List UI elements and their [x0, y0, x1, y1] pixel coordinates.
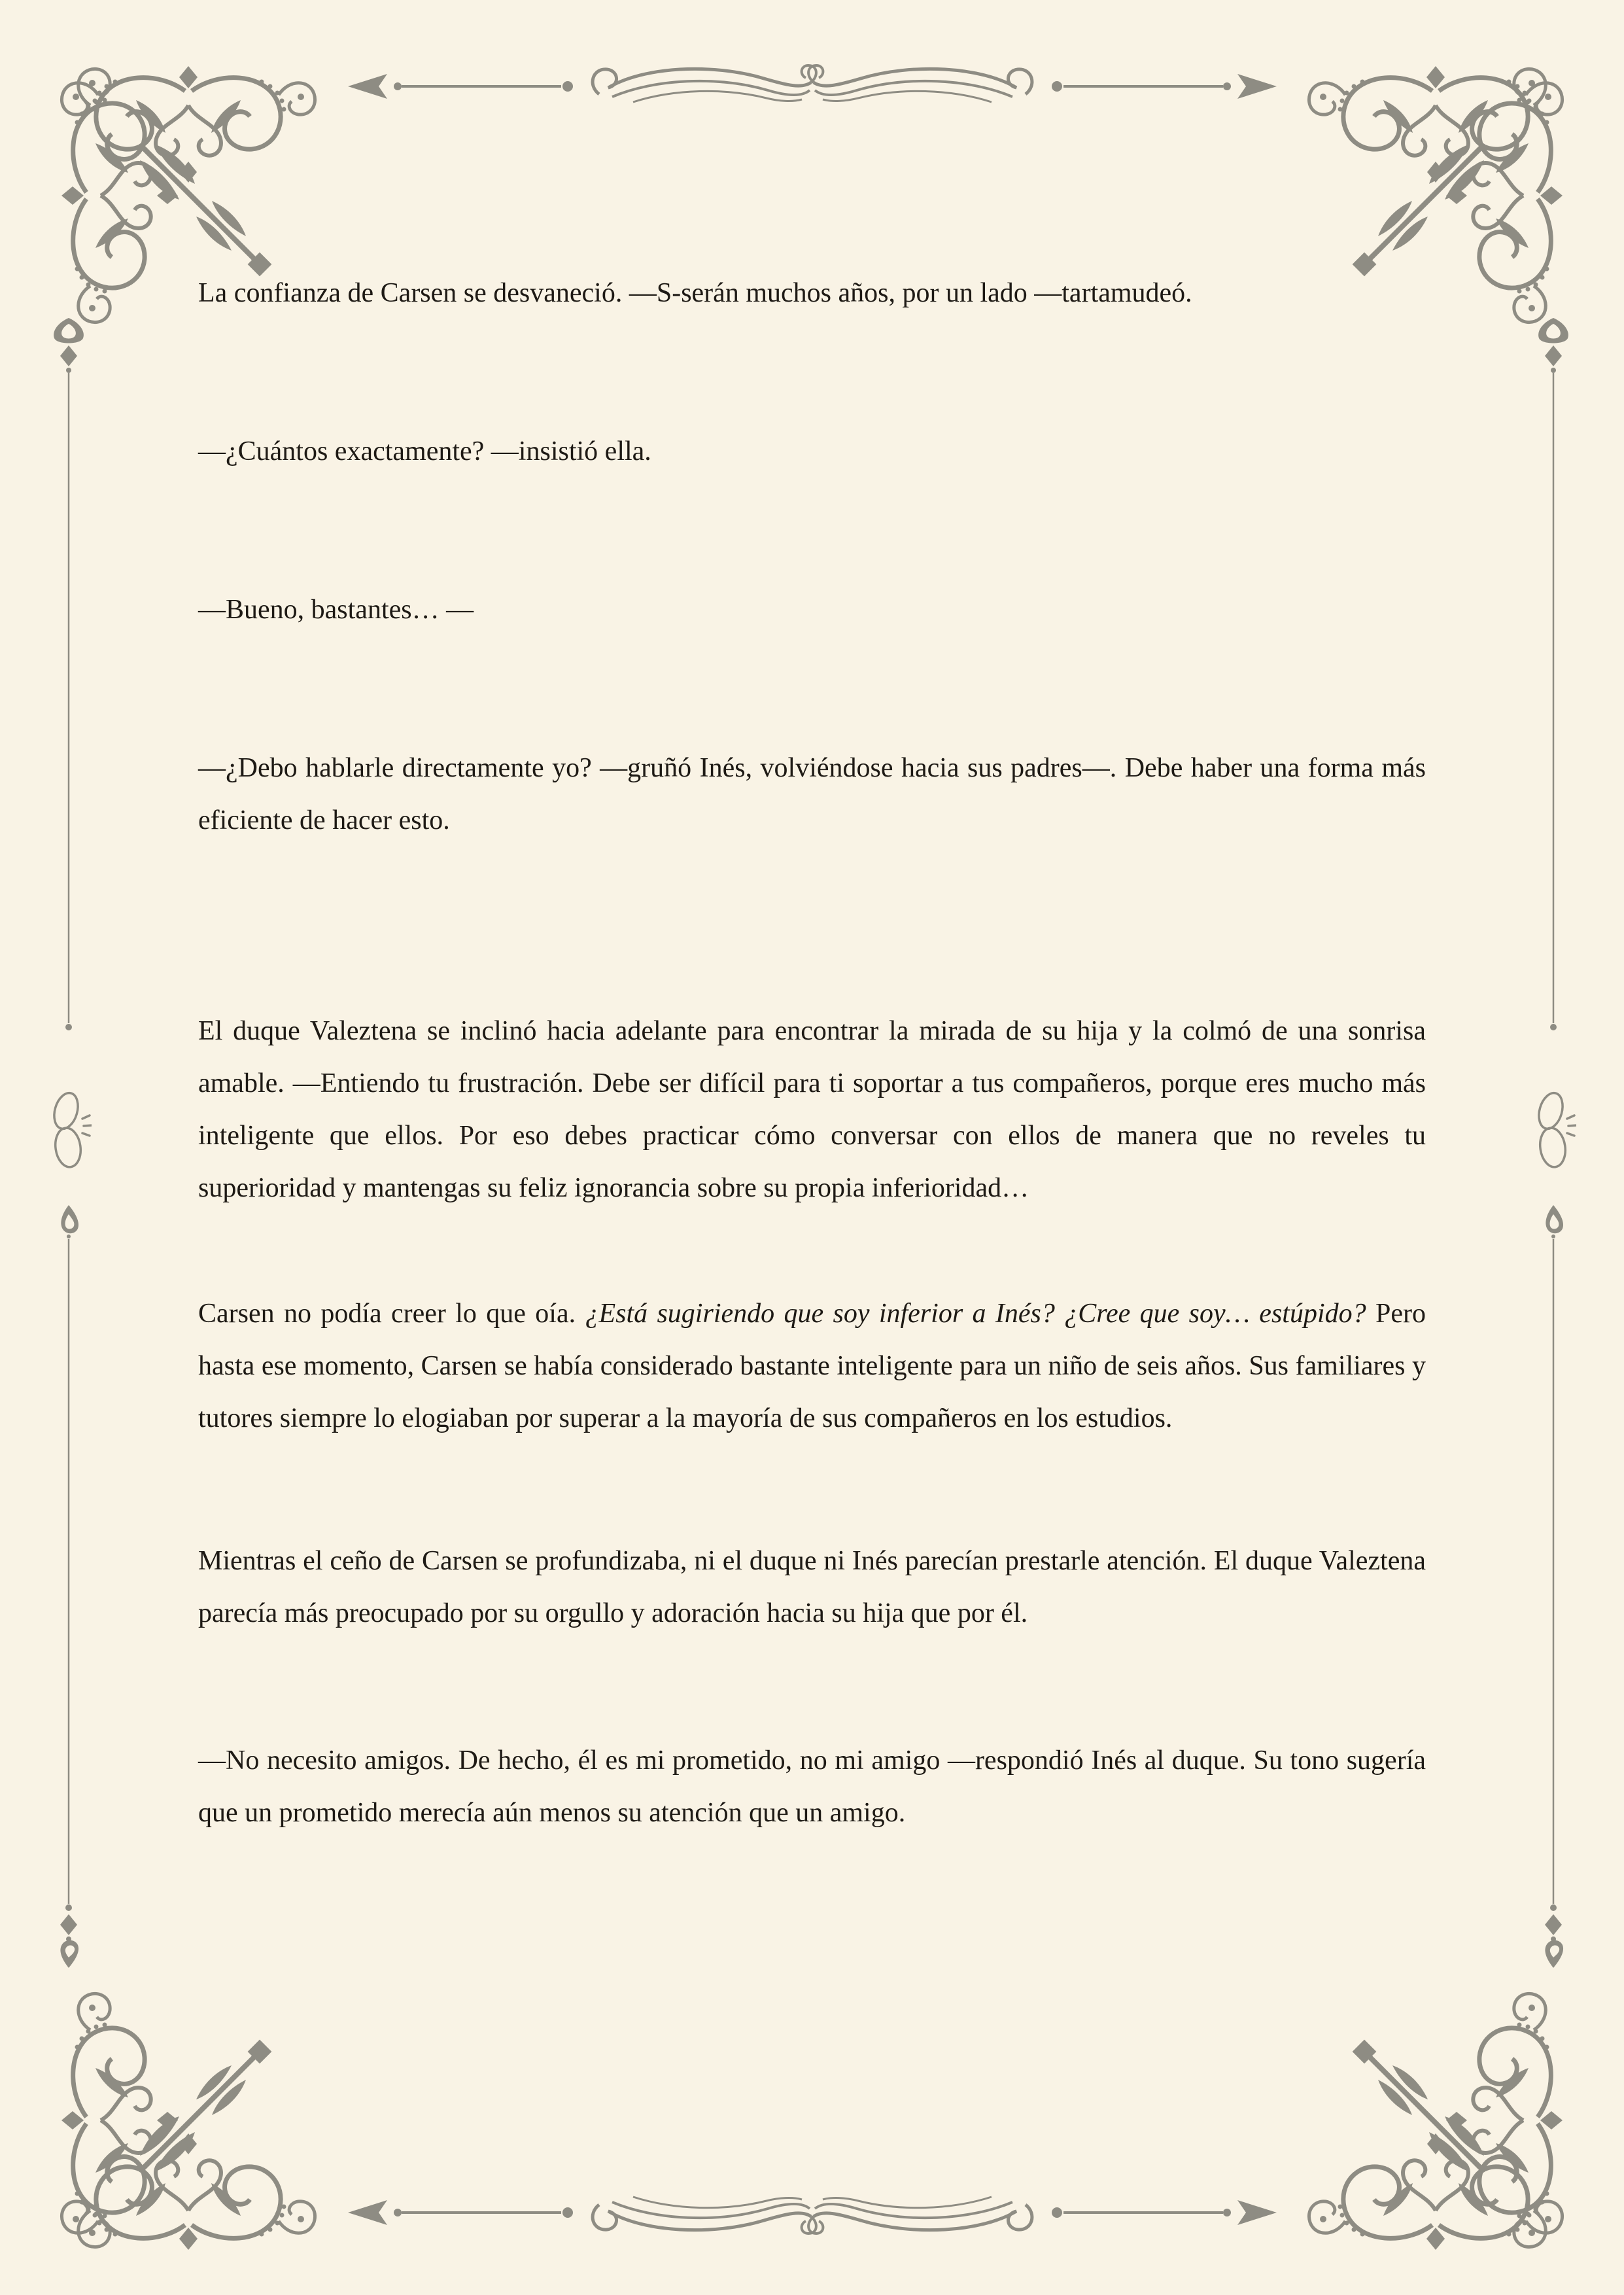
paragraph-3: —Bueno, bastantes… —: [198, 595, 474, 625]
corner-flourish-bottom-left: [58, 1989, 319, 2254]
border-right: [1530, 318, 1576, 1968]
pin-loop-border-ornament: [1530, 318, 1576, 1968]
paragraph-1: La confianza de Carsen se desvaneció. —S-serán muchos años, por un lado —tartamudeó.: [198, 278, 1192, 308]
corner-flourish-bottom-right: [1305, 1989, 1566, 2254]
arrow-swirl-divider-ornament: [348, 2186, 1277, 2239]
paragraph-2: —¿Cuántos exactamente? —insistió ella.: [198, 436, 651, 466]
paragraph-8: —No necesito amigos. De hecho, él es mi prometido, no mi amigo —respondió Inés al duque. Su tono sugería que un prometido merecía aún menos su atención que un amigo.: [198, 1745, 1426, 1828]
corner-flourish-ornament: [58, 1989, 319, 2254]
paragraph-6-normal: Carsen no podía creer lo que oía.: [198, 1299, 585, 1329]
page-text: [198, 267, 1426, 1945]
corner-flourish-ornament: [1305, 1989, 1566, 2254]
arrow-swirl-divider-ornament: [348, 60, 1277, 113]
divider-bottom: [348, 2186, 1277, 2239]
border-left: [46, 318, 92, 1968]
paragraph-5: El duque Valeztena se inclinó hacia adelante para encontrar la mirada de su hija y la colmó de una sonrisa amable. —Entiendo tu frustración. Debe ser difícil para ti soportar a tus compañeros, porque eres mucho más inteligente que ellos. Por eso debes practicar cómo conversar con ellos de manera que no reveles tu superioridad y mantengas su feliz ignorancia sobre su propia inferioridad…: [198, 1016, 1426, 1203]
paragraph-7: Mientras el ceño de Carsen se profundizaba, ni el duque ni Inés parecían prestarle atención. El duque Valeztena parecía más preocupado por su orgullo y adoración hacia su hija que por él.: [198, 1546, 1426, 1628]
paragraph-4: —¿Debo hablarle directamente yo? —gruñó Inés, volviéndose hacia sus padres—. Debe haber una forma más eficiente de hacer esto.: [198, 753, 1426, 835]
pin-loop-border-ornament: [46, 318, 92, 1968]
paragraph-6: [198, 1288, 1426, 1445]
divider-top: [348, 60, 1277, 113]
paragraph-6-continuation: Pero hasta ese momento, Carsen se había considerado bastante inteligente para un niño de seis años. Sus familiares y tutores siempre lo elogiaban por superar a la mayoría de sus compañeros en los estudios.: [198, 1299, 1426, 1433]
paragraph-6-italic-thought: ¿Está sugiriendo que soy inferior a Inés? ¿Cree que soy… estúpido?: [585, 1299, 1366, 1329]
